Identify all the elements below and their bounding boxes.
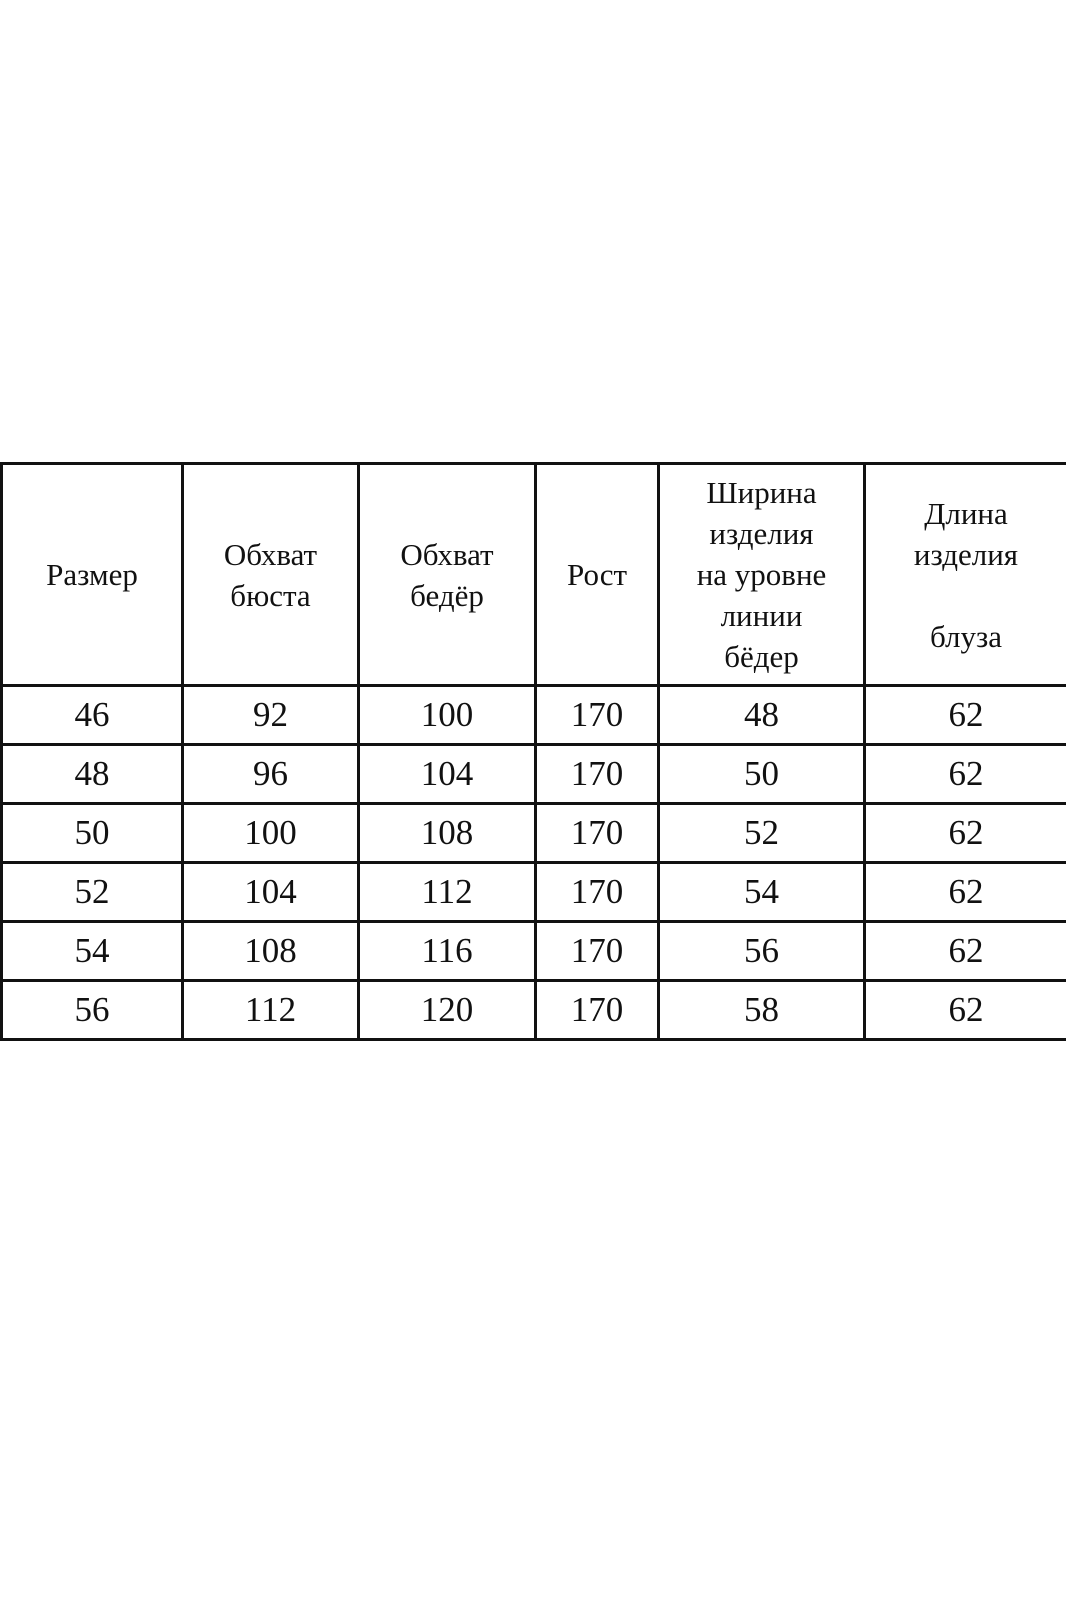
header-bust-girth: Обхват бюста [183,464,359,686]
cell-bust: 92 [183,686,359,745]
cell-hips: 112 [359,863,536,922]
header-size: Размер [2,464,183,686]
cell-height: 170 [536,981,659,1040]
cell-bust: 100 [183,804,359,863]
cell-width: 52 [659,804,865,863]
cell-size: 52 [2,863,183,922]
table-row [2,981,1066,1040]
cell-height: 170 [536,686,659,745]
header-garment-length-blouse: Длина изделия блуза [865,464,1066,686]
cell-height: 170 [536,863,659,922]
cell-length: 62 [865,922,1066,981]
table-row [2,745,1066,804]
cell-size: 48 [2,745,183,804]
cell-bust: 108 [183,922,359,981]
cell-size: 56 [2,981,183,1040]
size-chart-table [0,462,1066,1041]
cell-length: 62 [865,981,1066,1040]
cell-width: 54 [659,863,865,922]
cell-hips: 108 [359,804,536,863]
cell-width: 50 [659,745,865,804]
table-row [2,686,1066,745]
cell-length: 62 [865,804,1066,863]
cell-length: 62 [865,863,1066,922]
cell-size: 54 [2,922,183,981]
cell-bust: 96 [183,745,359,804]
cell-bust: 104 [183,863,359,922]
cell-width: 48 [659,686,865,745]
table-header [2,464,1066,686]
header-garment-width-hips: Ширина изделия на уровне линии бёдер [659,464,865,686]
cell-hips: 104 [359,745,536,804]
cell-height: 170 [536,922,659,981]
header-height: Рост [536,464,659,686]
table-row [2,804,1066,863]
table-row [2,863,1066,922]
cell-width: 58 [659,981,865,1040]
table-row [2,922,1066,981]
cell-hips: 116 [359,922,536,981]
cell-height: 170 [536,804,659,863]
cell-size: 46 [2,686,183,745]
cell-height: 170 [536,745,659,804]
header-hip-girth: Обхват бедёр [359,464,536,686]
cell-hips: 120 [359,981,536,1040]
cell-size: 50 [2,804,183,863]
cell-bust: 112 [183,981,359,1040]
cell-width: 56 [659,922,865,981]
cell-length: 62 [865,686,1066,745]
table-body [2,686,1066,1040]
cell-length: 62 [865,745,1066,804]
header-row [2,464,1066,686]
cell-hips: 100 [359,686,536,745]
